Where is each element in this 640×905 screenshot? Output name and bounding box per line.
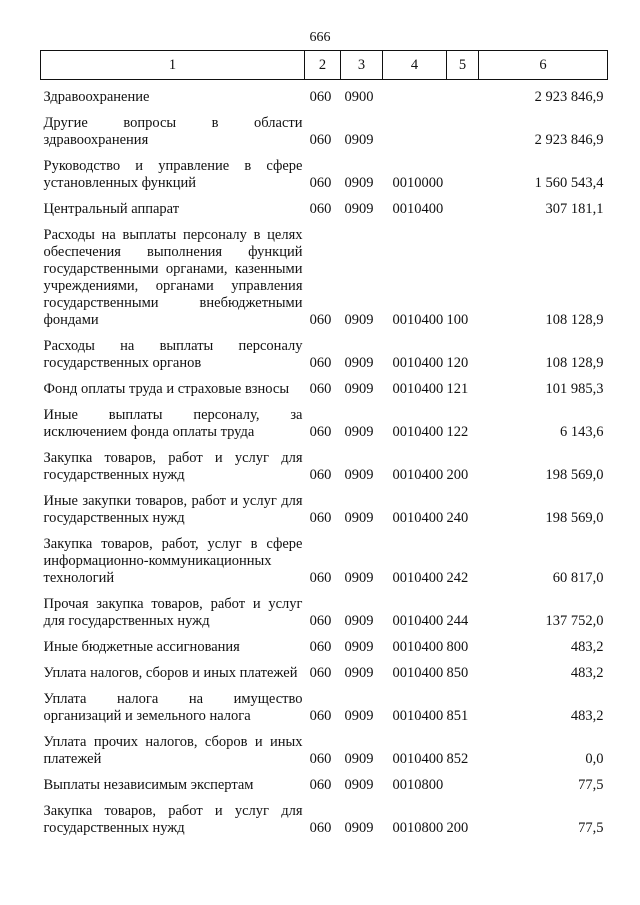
row-expense-type: 850 [446,665,469,681]
row-target-code: 0010800 [392,777,444,793]
header-col-1: 1 [41,51,305,80]
row-target-code: 0010400 [392,510,444,526]
row-ministry-code: 060 [309,570,332,586]
table-row [41,153,608,196]
row-name: Здравоохранение [43,89,150,105]
row-ministry-code: 060 [309,708,332,724]
row-ministry-code: 060 [309,467,332,483]
row-target-code [383,80,447,111]
row-name: Иные бюджетные ассигнования [43,639,240,655]
table-row [41,80,608,111]
row-expense-type: 100 [446,312,469,328]
row-amount: 198 569,0 [545,510,604,526]
row-target-code: 0010400 [392,570,444,586]
row-section-code: 0900 [344,89,374,105]
row-amount: 6 143,6 [560,424,604,440]
row-section-code: 0909 [344,665,374,681]
header-col-6: 6 [479,51,608,80]
row-target-code: 0010400 [392,355,444,371]
row-ministry-code: 060 [309,381,332,397]
row-section-code: 0909 [344,175,374,191]
row-target-code: 0010400 [392,708,444,724]
row-amount: 483,2 [570,665,604,681]
row-target-code: 0010000 [392,175,444,191]
row-name: Уплата налогов, сборов и иных платежей [43,665,298,681]
row-amount: 108 128,9 [545,312,604,328]
row-amount: 77,5 [578,820,604,836]
row-amount: 137 752,0 [545,613,604,629]
row-section-code: 0909 [344,708,374,724]
row-amount: 0,0 [585,751,604,767]
row-target-code: 0010400 [392,424,444,440]
row-expense-type: 800 [446,639,469,655]
row-section-code: 0909 [344,820,374,836]
table-row [41,196,608,222]
row-target-code: 0010400 [392,751,444,767]
row-expense-type [447,110,479,153]
row-name: Руководство и управление в сфере установленных функций [43,158,303,191]
row-amount: 483,2 [570,708,604,724]
row-section-code: 0909 [344,510,374,526]
row-section-code: 0909 [344,613,374,629]
table-row [41,772,608,798]
row-target-code: 0010400 [392,613,444,629]
table-row [41,660,608,686]
row-ministry-code: 060 [309,312,332,328]
table-row [41,798,608,841]
row-name: Расходы на выплаты персоналу государственных органов [43,338,303,371]
row-name: Иные закупки товаров, работ и услуг для государственных нужд [43,493,303,526]
page-number: 666 [309,30,331,45]
table-row [41,634,608,660]
row-ministry-code: 060 [309,89,332,105]
row-section-code: 0909 [344,467,374,483]
row-name: Закупка товаров, работ, услуг в сфере информационно-коммуникационных технологий [43,536,303,586]
row-amount: 101 985,3 [545,381,604,397]
row-expense-type [447,196,479,222]
header-col-3: 3 [341,51,383,80]
row-section-code: 0909 [344,355,374,371]
row-amount: 483,2 [570,639,604,655]
row-expense-type [447,80,479,111]
row-expense-type: 200 [446,820,469,836]
row-ministry-code: 060 [309,777,332,793]
table-row [41,402,608,445]
row-ministry-code: 060 [309,132,332,148]
row-ministry-code: 060 [309,201,332,217]
row-target-code [383,110,447,153]
row-name: Выплаты независимым экспертам [43,777,254,793]
row-target-code: 0010400 [392,639,444,655]
row-target-code: 0010400 [392,201,444,217]
row-ministry-code: 060 [309,510,332,526]
row-name: Уплата прочих налогов, сборов и иных платежей [43,734,303,767]
row-name: Закупка товаров, работ и услуг для государственных нужд [43,450,303,483]
row-name: Прочая закупка товаров, работ и услуг для государственных нужд [43,596,303,629]
row-target-code: 0010400 [392,665,444,681]
row-section-code: 0909 [344,639,374,655]
row-expense-type: 121 [446,381,469,397]
table-row [41,222,608,333]
row-expense-type [447,772,479,798]
table-row [41,729,608,772]
row-section-code: 0909 [344,751,374,767]
row-target-code: 0010400 [392,381,444,397]
row-target-code: 0010400 [392,467,444,483]
row-expense-type: 852 [446,751,469,767]
row-name: Иные выплаты персоналу, за исключением фонда оплаты труда [43,407,303,440]
row-target-code: 0010800 [392,820,444,836]
row-name: Другие вопросы в области здравоохранения [43,115,303,148]
row-section-code: 0909 [344,570,374,586]
row-ministry-code: 060 [309,751,332,767]
row-expense-type: 851 [446,708,469,724]
table-row [41,591,608,634]
row-ministry-code: 060 [309,665,332,681]
row-amount: 2 923 846,9 [534,132,604,148]
row-name: Закупка товаров, работ и услуг для государственных нужд [43,803,303,836]
row-expense-type: 240 [446,510,469,526]
row-section-code: 0909 [344,312,374,328]
row-name: Расходы на выплаты персоналу в целях обеспечения выполнения функций государственными органами, казенными учреждениями, органами управления государственными внебюджетными фондами [43,227,303,328]
row-ministry-code: 060 [309,820,332,836]
row-ministry-code: 060 [309,639,332,655]
row-ministry-code: 060 [309,355,332,371]
row-expense-type: 122 [446,424,469,440]
header-col-5: 5 [447,51,479,80]
row-expense-type [447,153,479,196]
row-amount: 307 181,1 [545,201,604,217]
table-header-row [41,51,608,80]
table-row [41,686,608,729]
row-target-code: 0010400 [392,312,444,328]
table-row [41,376,608,402]
row-name: Уплата налога на имущество организаций и земельного налога [43,691,303,724]
row-expense-type: 244 [446,613,469,629]
row-ministry-code: 060 [309,424,332,440]
row-expense-type: 242 [446,570,469,586]
row-section-code: 0909 [344,777,374,793]
row-amount: 108 128,9 [545,355,604,371]
table-row [41,531,608,591]
row-amount: 60 817,0 [552,570,604,586]
table-row [41,488,608,531]
header-col-4: 4 [383,51,447,80]
row-amount: 198 569,0 [545,467,604,483]
row-ministry-code: 060 [309,175,332,191]
row-section-code: 0909 [344,132,374,148]
row-amount: 1 560 543,4 [534,175,604,191]
budget-table [40,50,608,841]
row-amount: 2 923 846,9 [534,89,604,105]
row-expense-type: 200 [446,467,469,483]
row-amount: 77,5 [578,777,604,793]
table-row [41,445,608,488]
table-body [41,80,608,842]
row-expense-type: 120 [446,355,469,371]
table-row [41,333,608,376]
row-ministry-code: 060 [309,613,332,629]
row-name: Фонд оплаты труда и страховые взносы [43,381,290,397]
row-section-code: 0909 [344,424,374,440]
row-name: Центральный аппарат [43,201,180,217]
row-section-code: 0909 [344,381,374,397]
row-section-code: 0909 [344,201,374,217]
header-col-2: 2 [305,51,341,80]
table-row [41,110,608,153]
